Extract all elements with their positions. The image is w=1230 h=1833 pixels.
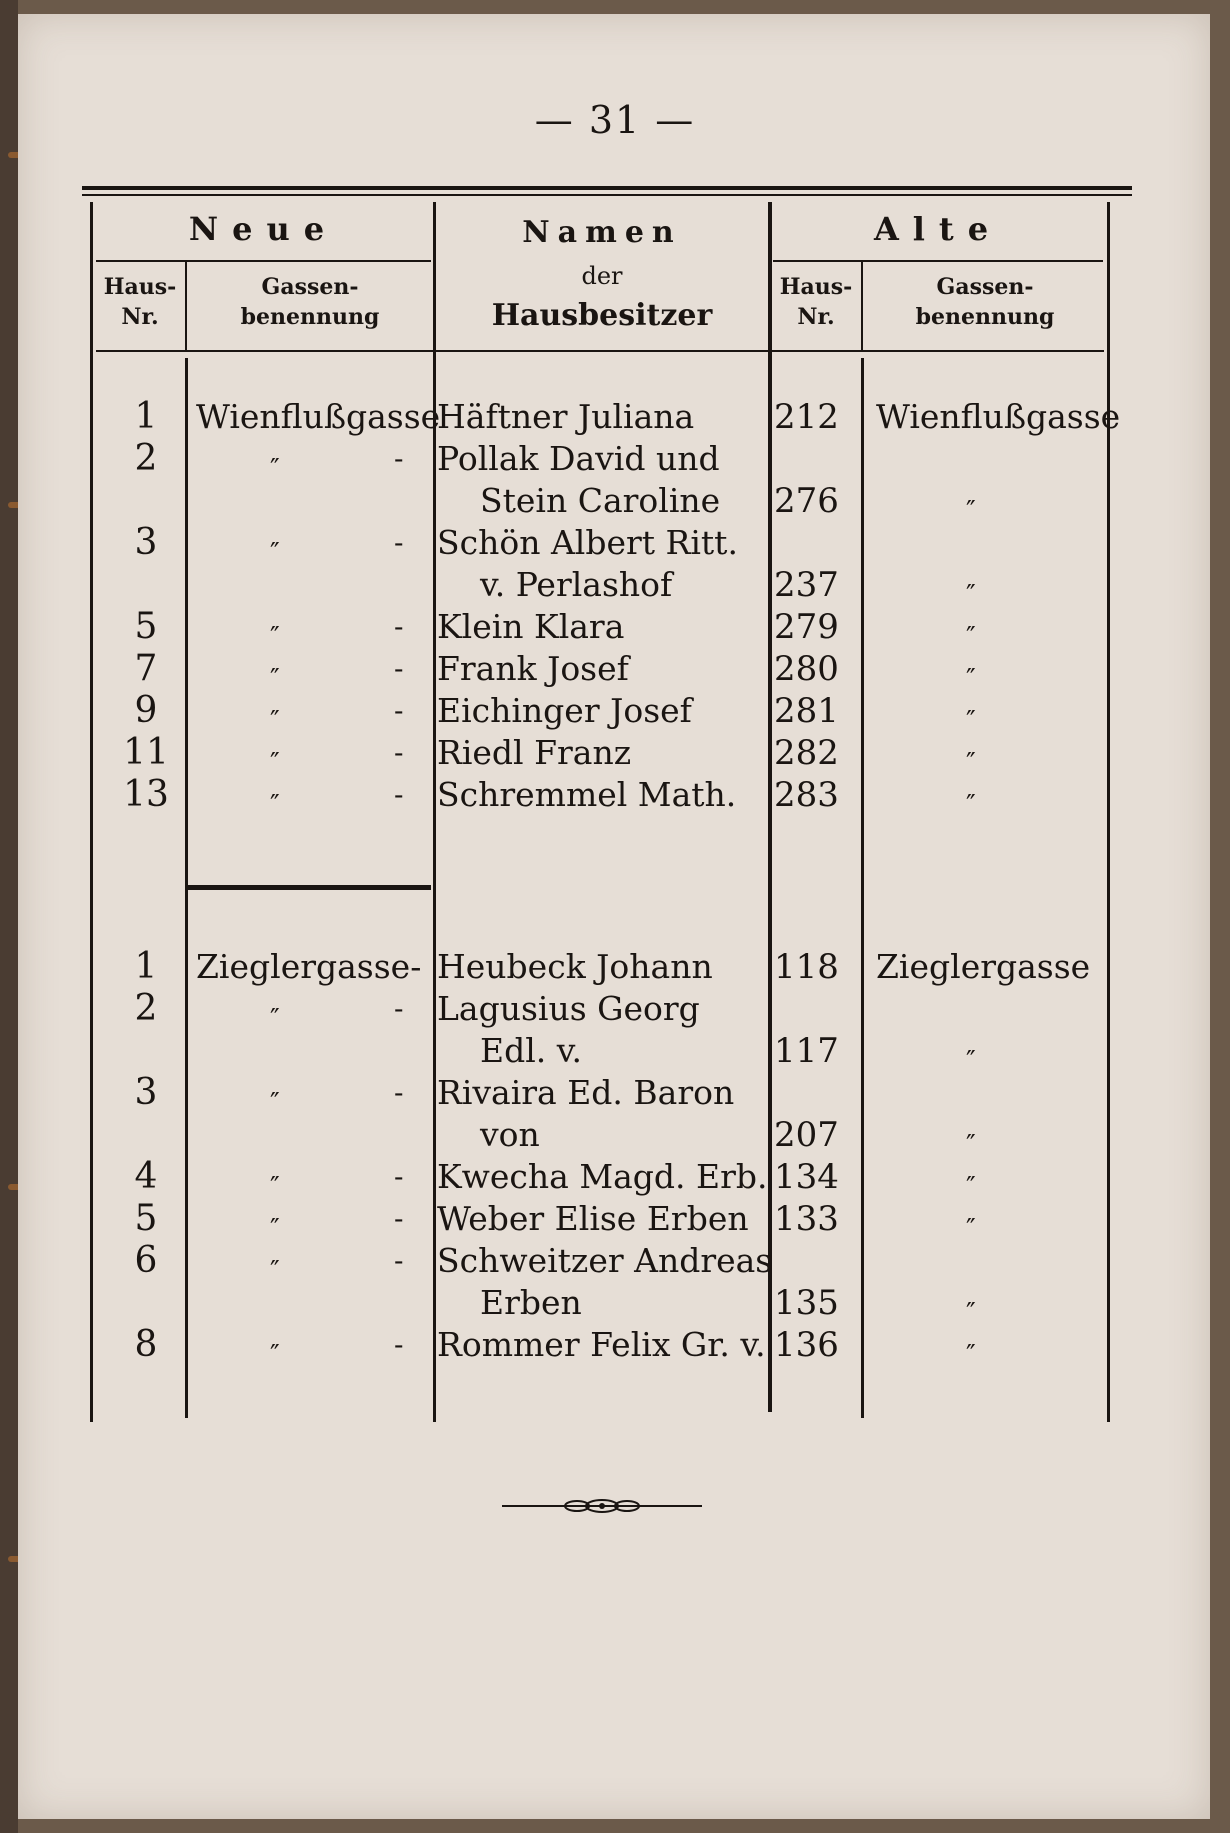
new-house-number: 6: [134, 1240, 158, 1281]
owner-name: Heubeck Johann: [437, 947, 713, 986]
header-haus-label: Haus-: [779, 274, 853, 300]
owner-name: Pollak David und: [437, 439, 720, 478]
new-street-ditto: ″: [270, 1214, 280, 1244]
new-house-number: 5: [134, 606, 158, 647]
owner-name: Kwecha Magd. Erb.: [437, 1157, 768, 1196]
new-street-dash: -: [394, 526, 404, 559]
owner-name: Schweitzer Andreas: [437, 1241, 773, 1280]
col-divider: [768, 202, 772, 1412]
header-haus-label: Haus-: [103, 274, 177, 300]
header-benennung-label: benennung: [915, 304, 1055, 330]
new-house-number: 1: [134, 946, 158, 987]
old-street-ditto: ″: [966, 1340, 976, 1370]
old-house-number: 280: [774, 649, 839, 689]
header-gassen-label: Gassen-: [261, 274, 359, 300]
new-house-number: 8: [134, 1324, 158, 1365]
old-street-name: Zieglergasse: [876, 947, 1091, 986]
owner-name: Schremmel Math.: [437, 775, 737, 814]
owner-name: Weber Elise Erben: [437, 1199, 749, 1238]
old-street-ditto: ″: [966, 1046, 976, 1076]
owner-name-continued: Edl. v.: [480, 1031, 582, 1070]
old-house-number: 276: [774, 481, 839, 521]
new-street-ditto: ″: [270, 622, 280, 652]
owner-name: Riedl Franz: [437, 733, 632, 772]
old-house-number: 117: [774, 1031, 839, 1071]
owner-name-continued: von: [480, 1115, 540, 1154]
new-street-dash: -: [394, 652, 404, 685]
new-street-ditto: ″: [270, 748, 280, 778]
header-namen: Namen: [522, 215, 682, 250]
old-house-number: 282: [774, 733, 839, 773]
old-street-ditto: ″: [966, 790, 976, 820]
new-street-name: Zieglergasse-: [196, 947, 422, 986]
new-street-dash: -: [394, 736, 404, 769]
owner-name: Rommer Felix Gr. v.: [437, 1325, 766, 1364]
owner-name: Lagusius Georg: [437, 989, 700, 1028]
new-street-dash: -: [394, 694, 404, 727]
col-divider: [185, 262, 187, 350]
owner-name-continued: v. Perlashof: [480, 565, 673, 604]
new-street-ditto: ″: [270, 790, 280, 820]
old-street-ditto: ″: [966, 1130, 976, 1160]
new-street-dash: -: [394, 1202, 404, 1235]
old-street-ditto: ″: [966, 622, 976, 652]
header-der: der: [581, 262, 623, 290]
header-subrule: [96, 260, 431, 262]
owner-name: Schön Albert Ritt.: [437, 523, 738, 562]
old-street-name: Wienflußgasse: [876, 397, 1121, 436]
new-street-ditto: ″: [270, 1256, 280, 1286]
new-street-ditto: ″: [270, 706, 280, 736]
header-hausbesitzer: Hausbesitzer: [491, 298, 713, 333]
header-alte: Alte: [873, 210, 1003, 248]
page-number: — 31 —: [534, 98, 696, 142]
old-street-ditto: ″: [966, 664, 976, 694]
col-divider: [433, 202, 436, 1422]
new-street-ditto: ″: [270, 664, 280, 694]
old-house-number: 237: [774, 565, 839, 605]
old-street-ditto: ″: [966, 1298, 976, 1328]
owner-name: Häftner Juliana: [437, 397, 695, 436]
owner-name-continued: Stein Caroline: [480, 481, 721, 520]
old-house-number: 207: [774, 1115, 839, 1155]
end-ornament-icon: [502, 1496, 702, 1516]
header-gassen-neu: [190, 272, 430, 332]
new-street-ditto: ″: [270, 538, 280, 568]
new-house-number: 3: [134, 1072, 158, 1113]
old-house-number: 133: [774, 1199, 839, 1239]
new-house-number: 4: [134, 1156, 158, 1197]
old-house-number: 134: [774, 1157, 839, 1197]
new-street-dash: -: [394, 1328, 404, 1361]
new-house-number: 11: [123, 732, 169, 773]
old-street-ditto: ″: [966, 706, 976, 736]
new-street-dash: -: [394, 610, 404, 643]
new-house-number: 7: [134, 648, 158, 689]
old-street-ditto: ″: [966, 1172, 976, 1202]
top-rule-thin: [82, 194, 1132, 196]
new-street-ditto: ″: [270, 1340, 280, 1370]
new-house-number: 2: [134, 438, 158, 479]
table-border-right: [1107, 202, 1110, 1422]
old-street-ditto: ″: [966, 580, 976, 610]
new-house-number: 3: [134, 522, 158, 563]
owner-name: Klein Klara: [437, 607, 625, 646]
col-divider: [861, 262, 863, 350]
header-haus-nr-neu: [96, 272, 184, 332]
old-house-number: 135: [774, 1283, 839, 1323]
new-street-dash: -: [394, 442, 404, 475]
old-street-ditto: ″: [966, 748, 976, 778]
new-street-dash: -: [394, 1244, 404, 1277]
header-nr-label: Nr.: [797, 304, 835, 330]
old-house-number: 118: [774, 947, 839, 987]
top-rule: [82, 186, 1132, 190]
owner-name: Rivaira Ed. Baron: [437, 1073, 735, 1112]
header-gassen-label: Gassen-: [936, 274, 1034, 300]
new-house-number: 1: [134, 396, 158, 437]
new-house-number: 9: [134, 690, 158, 731]
old-house-number: 279: [774, 607, 839, 647]
new-street-dash: -: [394, 1076, 404, 1109]
new-street-dash: -: [394, 1160, 404, 1193]
owner-name: Frank Josef: [437, 649, 629, 688]
header-subrule: [773, 260, 1103, 262]
new-street-name: Wienflußgasse: [196, 397, 441, 436]
header-bottom-rule: [96, 350, 1104, 352]
new-house-number: 13: [123, 774, 169, 815]
new-house-number: 5: [134, 1198, 158, 1239]
new-street-ditto: ″: [270, 1088, 280, 1118]
new-street-ditto: ″: [270, 454, 280, 484]
new-street-ditto: ″: [270, 1172, 280, 1202]
old-house-number: 136: [774, 1325, 839, 1365]
owner-name: Eichinger Josef: [437, 691, 692, 730]
header-benennung-label: benennung: [240, 304, 380, 330]
new-street-dash: -: [394, 778, 404, 811]
new-house-number: 2: [134, 988, 158, 1029]
header-neue: Neue: [188, 210, 339, 248]
section-separator: [188, 885, 431, 890]
old-street-ditto: ″: [966, 1214, 976, 1244]
col-divider: [861, 358, 864, 1418]
old-house-number: 212: [774, 397, 839, 437]
header-gassen-alt: [866, 272, 1104, 332]
new-street-ditto: ″: [270, 1004, 280, 1034]
old-house-number: 281: [774, 691, 839, 731]
old-street-ditto: ″: [966, 496, 976, 526]
new-street-dash: -: [394, 992, 404, 1025]
header-haus-nr-alt: [773, 272, 859, 332]
header-nr-label: Nr.: [121, 304, 159, 330]
owner-name-continued: Erben: [480, 1283, 582, 1322]
old-house-number: 283: [774, 775, 839, 815]
table-border-left: [90, 202, 93, 1422]
